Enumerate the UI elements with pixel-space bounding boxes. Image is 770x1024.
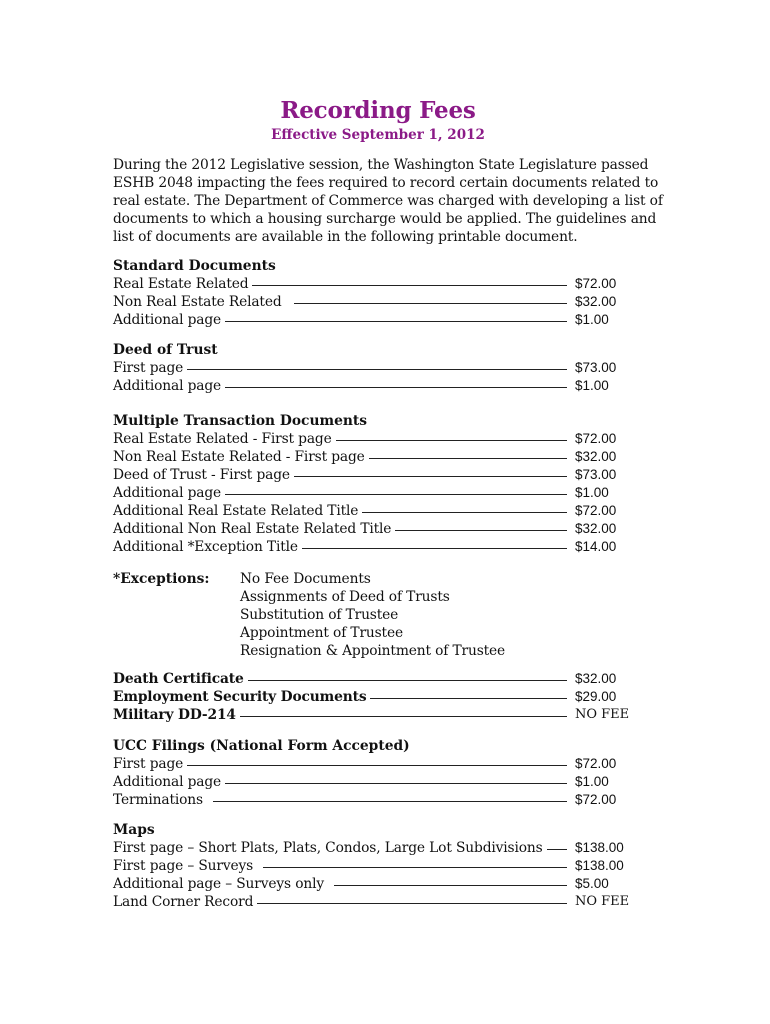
fee-amount: $72.00 (575, 276, 617, 291)
fee-label: Military DD-214 (113, 707, 236, 723)
fee-row (113, 275, 633, 293)
leader-line (225, 773, 567, 784)
fee-label: Additional page – Surveys only (113, 876, 324, 892)
fee-amount: $72.00 (575, 431, 617, 446)
fee-amount: $1.00 (575, 378, 609, 393)
leader-line (187, 755, 567, 766)
fee-amount: $72.00 (575, 756, 617, 771)
exception-item: Appointment of Trustee (240, 625, 403, 641)
fee-amount: $138.00 (575, 840, 624, 855)
fee-amount: $138.00 (575, 858, 624, 873)
leader-line (294, 293, 567, 304)
fee-row (113, 466, 633, 484)
intro-line: ESHB 2048 impacting the fees required to record certain documents related to (113, 175, 659, 191)
section-heading: Deed of Trust (113, 342, 218, 358)
intro-line: documents to which a housing surcharge would be applied. The guidelines and (113, 211, 657, 227)
leader-line (294, 466, 567, 477)
fee-row (113, 538, 633, 556)
fee-row (113, 359, 633, 377)
fee-row (113, 448, 633, 466)
fee-label: Employment Security Documents (113, 689, 367, 705)
fee-row (113, 755, 633, 773)
fee-row (113, 839, 633, 857)
fee-amount: $1.00 (575, 312, 609, 327)
fee-amount: $29.00 (575, 689, 617, 704)
fee-label: Non Real Estate Related (113, 294, 282, 310)
section-heading: Multiple Transaction Documents (113, 413, 368, 429)
fee-label: Non Real Estate Related - First page (113, 449, 365, 465)
leader-line (336, 430, 567, 441)
fee-amount: NO FEE (575, 894, 630, 909)
fee-amount: $1.00 (575, 774, 609, 789)
fee-label: Real Estate Related - First page (113, 431, 332, 447)
leader-line (263, 857, 567, 868)
exception-item: Resignation & Appointment of Trustee (240, 643, 506, 659)
fee-label: Additional page (113, 378, 222, 394)
fee-row (113, 706, 633, 724)
page-subtitle: Effective September 1, 2012 (271, 127, 485, 143)
leader-line (395, 520, 567, 531)
fee-label: Deed of Trust - First page (113, 467, 290, 483)
fee-label: First page (113, 756, 184, 772)
section-heading: Standard Documents (113, 258, 276, 274)
leader-line (240, 706, 567, 717)
fee-row (113, 893, 633, 911)
section-heading: UCC Filings (National Form Accepted) (113, 738, 410, 754)
fee-amount: $14.00 (575, 539, 617, 554)
fee-label: Real Estate Related (113, 276, 249, 292)
fee-row (113, 688, 633, 706)
exception-item: Assignments of Deed of Trusts (240, 589, 450, 605)
fee-amount: $73.00 (575, 360, 617, 375)
section-heading: Maps (113, 822, 155, 838)
intro-line: real estate. The Department of Commerce was charged with developing a list of (113, 193, 663, 209)
intro-line: During the 2012 Legislative session, the Washington State Legislature passed (113, 157, 649, 173)
fee-label: Additional page (113, 485, 222, 501)
fee-label: Additional Real Estate Related Title (113, 503, 359, 519)
fee-label: First page – Short Plats, Plats, Condos, Large Lot Subdivisions (113, 840, 543, 856)
fee-label: Additional *Exception Title (113, 539, 298, 555)
special-documents-section (113, 670, 633, 724)
standard-documents-section (113, 257, 633, 329)
fee-row (113, 293, 633, 311)
exceptions-list (240, 570, 505, 660)
fee-label: Additional page (113, 774, 222, 790)
fee-row (113, 857, 633, 875)
exception-item: No Fee Documents (240, 571, 371, 587)
fee-amount: $73.00 (575, 467, 617, 482)
leader-line (213, 791, 567, 802)
leader-line (252, 275, 567, 286)
fee-amount: $1.00 (575, 485, 609, 500)
fee-amount: $32.00 (575, 294, 617, 309)
fee-label: Additional page (113, 312, 222, 328)
intro-paragraph (113, 156, 663, 246)
fee-amount: $32.00 (575, 449, 617, 464)
ucc-filings-section (113, 737, 633, 809)
fee-amount: $72.00 (575, 792, 617, 807)
fee-amount: $32.00 (575, 671, 617, 686)
fee-label: Terminations (113, 792, 203, 808)
maps-section (113, 821, 633, 911)
leader-line (225, 311, 567, 322)
fee-amount: NO FEE (575, 707, 630, 722)
fee-row (113, 670, 633, 688)
fee-amount: $5.00 (575, 876, 609, 891)
leader-line (369, 448, 567, 459)
deed-of-trust-section (113, 341, 633, 395)
fee-row (113, 311, 633, 329)
fee-label: Additional Non Real Estate Related Title (113, 521, 392, 537)
leader-line (362, 502, 567, 513)
fee-amount: $72.00 (575, 503, 617, 518)
fee-row (113, 430, 633, 448)
fee-row (113, 773, 633, 791)
leader-line (187, 359, 567, 370)
exception-item: Substitution of Trustee (240, 607, 399, 623)
leader-line (225, 377, 567, 388)
fee-label: Death Certificate (113, 671, 244, 687)
fee-label: Land Corner Record (113, 894, 254, 910)
fee-row (113, 791, 633, 809)
fee-row (113, 520, 633, 538)
intro-line: list of documents are available in the following printable document. (113, 229, 578, 245)
exceptions-label: *Exceptions: (113, 571, 210, 587)
leader-line (248, 670, 567, 681)
page-title: Recording Fees (280, 97, 476, 124)
leader-line (302, 538, 567, 549)
leader-line (257, 893, 567, 904)
leader-line (225, 484, 567, 495)
fee-row (113, 377, 633, 395)
leader-line (334, 875, 567, 886)
fee-amount: $32.00 (575, 521, 617, 536)
leader-line (547, 839, 567, 850)
fee-row (113, 875, 633, 893)
fee-row (113, 502, 633, 520)
multiple-transaction-section (113, 412, 633, 556)
leader-line (370, 688, 567, 699)
fee-label: First page (113, 360, 184, 376)
fee-label: First page – Surveys (113, 858, 254, 874)
fee-row (113, 484, 633, 502)
